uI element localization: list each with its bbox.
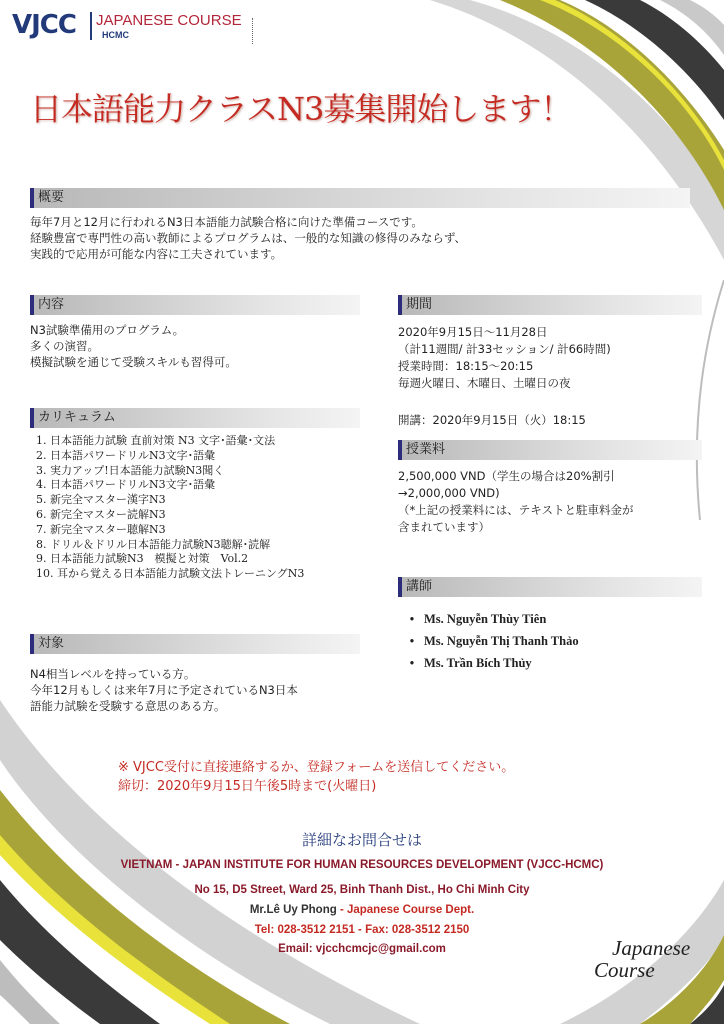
- logo-mark: VJCC: [12, 10, 76, 40]
- curriculum-item: 3. 実力アップ!日本語能力試験N3聞く: [36, 463, 225, 477]
- period-text: [398, 324, 611, 392]
- bullet: •: [409, 656, 415, 670]
- curriculum-item: 10. 耳から覚える日本語能力試験文法トレーニングN3: [36, 567, 305, 581]
- content-line: N3試験準備用のプログラム。: [30, 323, 185, 337]
- curriculum-item: 6. 新完全マスター読解N3: [36, 507, 166, 521]
- curriculum-header: カリキュラム: [30, 408, 360, 428]
- corner-course: Course: [594, 958, 655, 982]
- contact-person: Mr.Lê Uy Phong: [249, 904, 337, 916]
- overview-line: 経験豊富で専門性の高い教師によるプログラムは、一般的な知識の修得のみならず、: [30, 231, 466, 245]
- institute-name: VIETNAM - JAPAN INSTITUTE FOR HUMAN RESOURCES DEVELOPMENT (VJCC-HCMC): [120, 859, 604, 871]
- bullet: •: [409, 612, 415, 626]
- logo-divider: [90, 12, 92, 40]
- content-text: [30, 322, 237, 370]
- contact-dept: - Japanese Course Dept.: [336, 904, 475, 916]
- fee-header: 授業料: [398, 440, 702, 460]
- overview-header: 概要: [30, 188, 690, 208]
- corner-japanese: Japanese: [612, 936, 691, 960]
- logo-dotted-line: [252, 18, 255, 44]
- curriculum-item: 9. 日本語能力試験N3 模擬と対策 Vol.2: [36, 552, 249, 566]
- page-title: 日本語能力クラスN3募集開始します！: [30, 90, 572, 128]
- logo-sub: HCMC: [102, 30, 129, 40]
- fee-line: （*上記の授業料には、テキストと駐車料金が: [398, 503, 634, 517]
- curriculum-item: 1. 日本語能力試験 直前対策 N3 文字･語彙･文法: [36, 434, 276, 447]
- period-line: 授業時間：18:15～20:15: [398, 359, 534, 373]
- phone-fax: Tel: 028-3512 2151 - Fax: 028-3512 2150: [254, 924, 470, 936]
- content-line: 多くの演習。: [30, 339, 99, 353]
- fee-text: [398, 468, 634, 536]
- overview-text: [30, 214, 466, 262]
- overview-line: 実践的で応用が可能な内容に工夫されています。: [30, 247, 283, 261]
- period-line: 毎週火曜日、木曜日、土曜日の夜: [398, 376, 571, 390]
- curriculum-item: 8. ドリル＆ドリル日本語能力試験N3聴解･読解: [36, 537, 271, 551]
- lecturer-item: [400, 652, 579, 674]
- target-line: 語能力試験を受験する意思のある方。: [30, 699, 226, 713]
- fee-line: 含まれています）: [398, 520, 490, 534]
- overview-line: 毎年7月と12月に行われるN3日本語能力試験合格に向けた準備コースです。: [30, 215, 423, 229]
- content-line: 模擬試験を通じて受験スキルも習得可。: [30, 355, 237, 369]
- lecturer-name: Ms. Nguyễn Thị Thanh Thảo: [424, 634, 579, 648]
- lecturer-list: [400, 608, 579, 674]
- lecturers-header: 講師: [398, 577, 702, 597]
- curriculum-item: 4. 日本語パワードリルN3文字･語彙: [36, 478, 216, 492]
- email[interactable]: Email: vjcchcmcjc@gmail.com: [278, 943, 446, 955]
- contact-person-line: [0, 904, 724, 916]
- period-line: （計11週間/ 計33セッション/ 計66時間): [398, 342, 611, 356]
- period-header: 期間: [398, 295, 702, 315]
- curriculum-item: 2. 日本語パワードリルN3文字･語彙: [36, 448, 216, 462]
- target-header: 対象: [30, 634, 360, 654]
- fee-line: →2,000,000 VND): [398, 486, 500, 500]
- address: No 15, D5 Street, Ward 25, Binh Thanh Dist., Ho Chi Minh City: [194, 884, 530, 896]
- target-line: N4相当レベルを持っている方。: [30, 667, 196, 681]
- fee-line: 2,500,000 VND（学生の場合は20%割引: [398, 469, 615, 483]
- curriculum-item: 5. 新完全マスター漢字N3: [36, 493, 166, 507]
- content-header: 内容: [30, 295, 360, 315]
- swoosh-line-right: [697, 280, 724, 520]
- lecturer-name: Ms. Trần Bích Thủy: [424, 656, 532, 670]
- lecturer-name: Ms. Nguyễn Thùy Tiên: [424, 612, 547, 626]
- lecturer-item: [400, 630, 579, 652]
- lecturer-item: [400, 608, 579, 630]
- period-line: 2020年9月15日～11月28日: [398, 325, 548, 339]
- deadline-line: 締切：2020年9月15日午後5時まで(火曜日): [118, 779, 377, 794]
- contact-heading: 詳細なお問合せは: [301, 831, 422, 849]
- opening-date: 開講：2020年9月15日（火）18:15: [398, 413, 586, 427]
- target-text: [30, 666, 298, 714]
- bullet: •: [409, 634, 415, 648]
- logo-name: JAPANESE COURSE: [96, 12, 242, 29]
- curriculum-item: 7. 新完全マスター聴解N3: [36, 522, 166, 536]
- target-line: 今年12月もしくは来年7月に予定されているN3日本: [30, 683, 298, 697]
- notice-line: ※ VJCC受付に直接連絡するか、登録フォームを送信してください。: [118, 760, 515, 775]
- curriculum-list: [36, 434, 304, 582]
